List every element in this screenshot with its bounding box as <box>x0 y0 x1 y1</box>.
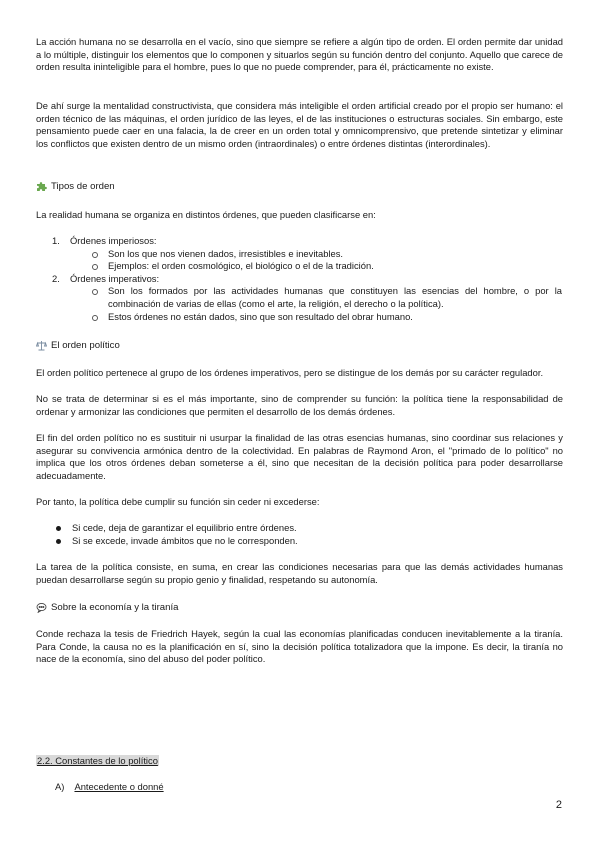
paragraph-economia: Conde rechaza la tesis de Friedrich Hayek, según la cual las economías planificadas conducen inevitablemente a la tiranía. Para Conde, la causa no es la planificación en sí, sino la decisión política totalizadora que la impone. Es decir, la tiranía no nace de la economía, sino del abuso del poder político. <box>36 628 563 665</box>
heading-text: Sobre la economía y la tiranía <box>51 602 179 613</box>
paragraph-tipos-intro: La realidad humana se organiza en distintos órdenes, que pueden clasificarse en: <box>36 209 376 220</box>
bullet-list-politica <box>52 522 562 547</box>
sub-list <box>70 285 562 323</box>
list-number: 2. <box>52 272 60 284</box>
heading-economia-tirania <box>36 601 178 614</box>
sub-list-item: Son los formados por las actividades humanas que constituyen las esencias del hombre, o por la combinación de varias de ellas (como el arte, la religión, el derecho o la política). <box>70 285 562 310</box>
speech-bubble-icon <box>36 602 47 613</box>
paragraph-politico-4: Por tanto, la política debe cumplir su función sin ceder ni excederse: <box>36 496 320 507</box>
paragraph-politico-1: El orden político pertenece al grupo de los órdenes imperativos, pero se distingue de los demás por su carácter regulador. <box>36 367 544 378</box>
subsection-title: Antecedente o donné <box>74 781 164 792</box>
list-item <box>52 273 562 323</box>
sub-list-item: Ejemplos: el orden cosmológico, el biológico o el de la tradición. <box>70 260 562 273</box>
paragraph-politico-5: La tarea de la política consiste, en suma, en crear las condiciones necesarias para que las demás actividades humanas puedan desarrollarse según su propio genio y finalidad, respetando su autonomía. <box>36 561 563 585</box>
heading-orden-politico <box>36 339 120 352</box>
sub-list-item: Estos órdenes no están dados, sino que son resultado del obrar humano. <box>70 311 562 324</box>
bullet-item: Si se excede, invade ámbitos que no le corresponden. <box>52 535 562 548</box>
paragraph-politico-2: No se trata de determinar si es el más importante, sino de comprender su función: la política tiene la responsabilidad de ordenar y armonizar las condiciones que permiten el desarrollo de los demás órdenes. <box>36 393 563 417</box>
heading-text: El orden político <box>51 340 120 351</box>
list-item <box>52 235 562 273</box>
section-title-constantes: 2.2. Constantes de lo político <box>37 755 158 766</box>
sub-list-item: Son los que nos vienen dados, irresistibles e inevitables. <box>70 248 562 261</box>
list-item-label: Órdenes imperiosos: <box>70 235 157 246</box>
list-item-label: Órdenes imperativos: <box>70 272 160 284</box>
subsection-label: A) <box>55 781 65 792</box>
ordered-list-orders <box>52 235 562 323</box>
paragraph-intro: La acción humana no se desarrolla en el vacío, sino que siempre se refiere a algún tipo de orden. El orden permite dar unidad a lo múltiple, distinguir los elementos que lo componen y situarlos según su función dentro del conjunto. Aquello que carece de orden resulta ininteligible para el hombre, pues lo que no puede comprender, para él, prácticamente no existe. <box>36 36 563 73</box>
paragraph-politico-3: El fin del orden político no es sustituir ni usurpar la finalidad de las otras esencias humanas, sino coordinar sus relaciones y asegurar su convivencia armónica dentro de la colectividad. En palabras de Raymond Aron, el "primado de lo político" no implica que los otros órdenes deban someterse a él, sino que necesitan de la decisión política para poder desarrollarse adecuadamente. <box>36 432 563 481</box>
heading-text: Tipos de orden <box>51 181 115 192</box>
subsection-antecedente <box>55 781 164 792</box>
page-number: 2 <box>555 799 562 811</box>
paragraph-constructivism: De ahí surge la mentalidad constructivista, que considera más inteligible el orden artificial creado por el propio ser humano: el orden técnico de las máquinas, el orden jurídico de las leyes, el de las instituciones o estructuras sociales. Sin embargo, este pensamiento puede caer en una falacia, la de creer en un orden total y omnicomprensivo, que pretende sintetizar y eliminar los conflictos que existen dentro de un mismo orden (intraordinales) o entre órdenes distintas (interordinales). <box>36 100 563 149</box>
puzzle-icon <box>36 181 47 192</box>
scales-icon <box>36 340 47 351</box>
sub-list <box>70 248 562 273</box>
list-number: 1. <box>52 235 60 246</box>
heading-tipos-de-orden <box>36 180 115 193</box>
bullet-item: Si cede, deja de garantizar el equilibrio entre órdenes. <box>52 522 562 535</box>
